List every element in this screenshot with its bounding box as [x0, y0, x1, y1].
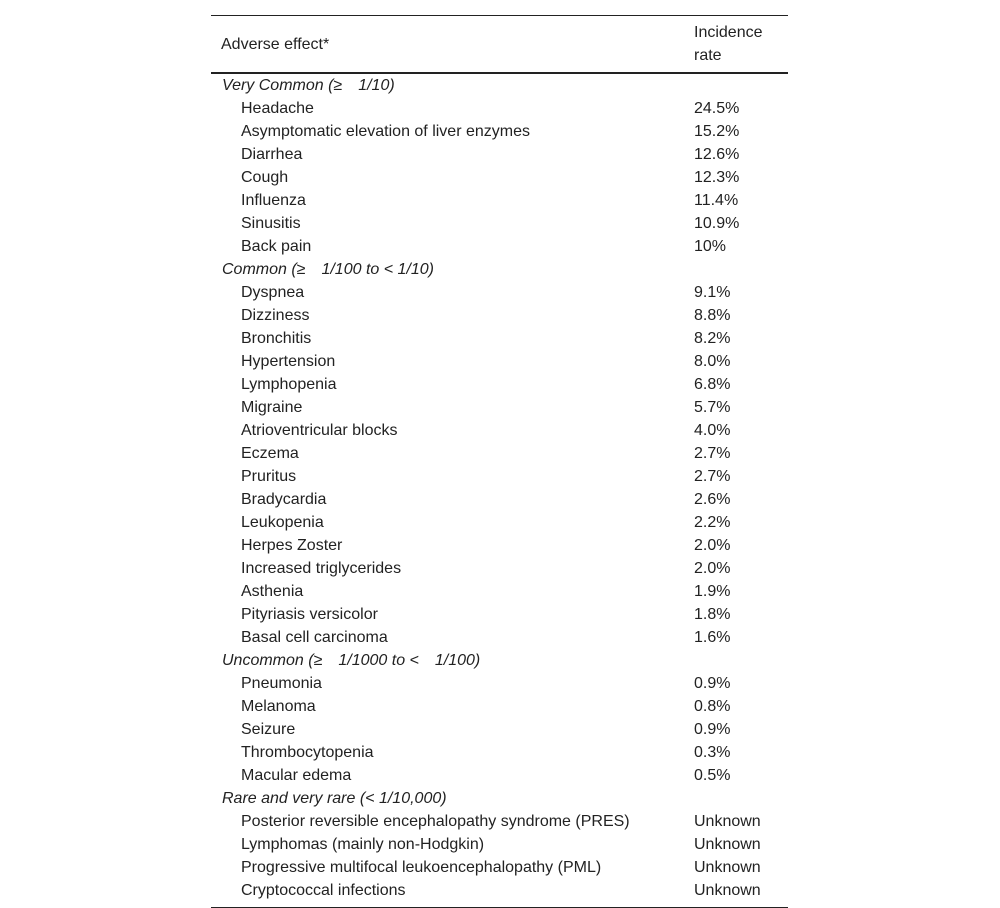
adverse-effect-cell: Seizure [241, 721, 296, 738]
incidence-rate-cell: 4.0% [694, 422, 731, 439]
adverse-effect-cell: Eczema [241, 445, 299, 462]
incidence-rate-cell: 2.7% [694, 445, 731, 462]
incidence-rate-cell: 1.9% [694, 583, 731, 600]
adverse-effect-cell: Hypertension [241, 353, 336, 370]
adverse-effect-cell: Thrombocytopenia [241, 744, 374, 761]
table-header [211, 16, 788, 74]
header-row [211, 16, 788, 74]
table-row [211, 166, 788, 189]
table-row [211, 534, 788, 557]
table-row [211, 235, 788, 258]
incidence-rate-cell: 9.1% [694, 284, 731, 301]
table-row [211, 143, 788, 166]
table-row [211, 189, 788, 212]
incidence-rate-cell: 0.9% [694, 675, 731, 692]
table-row [211, 488, 788, 511]
incidence-rate-cell: 12.3% [694, 169, 740, 186]
adverse-effect-cell: Cryptococcal infections [241, 882, 406, 899]
table-row [211, 672, 788, 695]
section-row [211, 73, 788, 97]
adverse-effect-cell: Influenza [241, 192, 306, 209]
adverse-effect-cell: Atrioventricular blocks [241, 422, 398, 439]
table-row [211, 879, 788, 907]
table-row [211, 764, 788, 787]
incidence-rate-cell: 8.0% [694, 353, 731, 370]
section-row [211, 787, 788, 810]
table-row [211, 442, 788, 465]
incidence-rate-cell: 8.2% [694, 330, 731, 347]
header-incidence-rate: Incidence rate [694, 16, 788, 74]
adverse-effect-cell: Dyspnea [241, 284, 305, 301]
table-row [211, 626, 788, 649]
section-title: Uncommon (≥ 1/1000 to < 1/100) [222, 652, 481, 669]
adverse-effect-cell: Migraine [241, 399, 303, 416]
table-row [211, 695, 788, 718]
incidence-rate-cell: Unknown [694, 859, 761, 876]
table-row [211, 212, 788, 235]
incidence-rate-cell: Unknown [694, 813, 761, 830]
incidence-rate-cell: 10% [694, 238, 727, 255]
adverse-effect-cell: Asthenia [241, 583, 304, 600]
adverse-effect-cell: Cough [241, 169, 289, 186]
table-body [211, 73, 788, 907]
table-row [211, 419, 788, 442]
table-row [211, 97, 788, 120]
table-row [211, 465, 788, 488]
table-row [211, 396, 788, 419]
incidence-rate-cell: 0.8% [694, 698, 731, 715]
adverse-effect-cell: Lymphopenia [241, 376, 337, 393]
incidence-rate-cell: 2.2% [694, 514, 731, 531]
table-row [211, 511, 788, 534]
incidence-rate-cell: 6.8% [694, 376, 731, 393]
adverse-effect-cell: Pityriasis versicolor [241, 606, 378, 623]
adverse-effect-cell: Asymptomatic elevation of liver enzymes [241, 123, 530, 140]
table-row [211, 327, 788, 350]
incidence-rate-cell: Unknown [694, 882, 761, 899]
adverse-effects-table-container [211, 15, 788, 908]
adverse-effect-cell: Pneumonia [241, 675, 322, 692]
adverse-effect-cell: Macular edema [241, 767, 352, 784]
adverse-effects-table [211, 15, 788, 907]
table-row [211, 580, 788, 603]
adverse-effect-cell: Bradycardia [241, 491, 327, 508]
incidence-rate-cell: 15.2% [694, 123, 740, 140]
adverse-effect-cell: Herpes Zoster [241, 537, 343, 554]
adverse-effect-cell: Progressive multifocal leukoencephalopathy (PML) [241, 859, 602, 876]
incidence-rate-cell: Unknown [694, 836, 761, 853]
incidence-rate-cell: 0.3% [694, 744, 731, 761]
incidence-rate-cell: 1.8% [694, 606, 731, 623]
adverse-effect-cell: Bronchitis [241, 330, 312, 347]
adverse-effect-cell: Sinusitis [241, 215, 301, 232]
section-title: Rare and very rare (< 1/10,000) [222, 790, 447, 807]
incidence-rate-cell: 2.0% [694, 537, 731, 554]
table-row [211, 810, 788, 833]
table-row [211, 856, 788, 879]
adverse-effect-cell: Back pain [241, 238, 312, 255]
adverse-effect-cell: Headache [241, 100, 314, 117]
adverse-effect-cell: Dizziness [241, 307, 310, 324]
incidence-rate-cell: 12.6% [694, 146, 740, 163]
table-row [211, 603, 788, 626]
section-title: Very Common (≥ 1/10) [222, 77, 395, 94]
incidence-rate-cell: 0.5% [694, 767, 731, 784]
adverse-effect-cell: Basal cell carcinoma [241, 629, 388, 646]
incidence-rate-cell: 2.0% [694, 560, 731, 577]
incidence-rate-cell: 2.6% [694, 491, 731, 508]
incidence-rate-cell: 2.7% [694, 468, 731, 485]
adverse-effect-cell: Posterior reversible encephalopathy syndrome (PRES) [241, 813, 630, 830]
table-row [211, 557, 788, 580]
table-row [211, 718, 788, 741]
section-title: Common (≥ 1/100 to < 1/10) [222, 261, 434, 278]
table-row [211, 833, 788, 856]
table-row [211, 350, 788, 373]
adverse-effect-cell: Lymphomas (mainly non-Hodgkin) [241, 836, 485, 853]
table-row [211, 120, 788, 143]
table-row [211, 304, 788, 327]
incidence-rate-cell: 5.7% [694, 399, 731, 416]
table-row [211, 373, 788, 396]
incidence-rate-cell: 1.6% [694, 629, 731, 646]
adverse-effect-cell: Increased triglycerides [241, 560, 402, 577]
adverse-effect-cell: Leukopenia [241, 514, 324, 531]
adverse-effect-cell: Diarrhea [241, 146, 303, 163]
table-row [211, 741, 788, 764]
incidence-rate-cell: 10.9% [694, 215, 740, 232]
section-row [211, 258, 788, 281]
incidence-rate-cell: 11.4% [694, 192, 739, 209]
header-adverse-effect: Adverse effect* [211, 16, 694, 74]
section-row [211, 649, 788, 672]
adverse-effect-cell: Pruritus [241, 468, 297, 485]
adverse-effect-cell: Melanoma [241, 698, 316, 715]
table-row [211, 281, 788, 304]
incidence-rate-cell: 8.8% [694, 307, 731, 324]
incidence-rate-cell: 0.9% [694, 721, 731, 738]
incidence-rate-cell: 24.5% [694, 100, 740, 117]
